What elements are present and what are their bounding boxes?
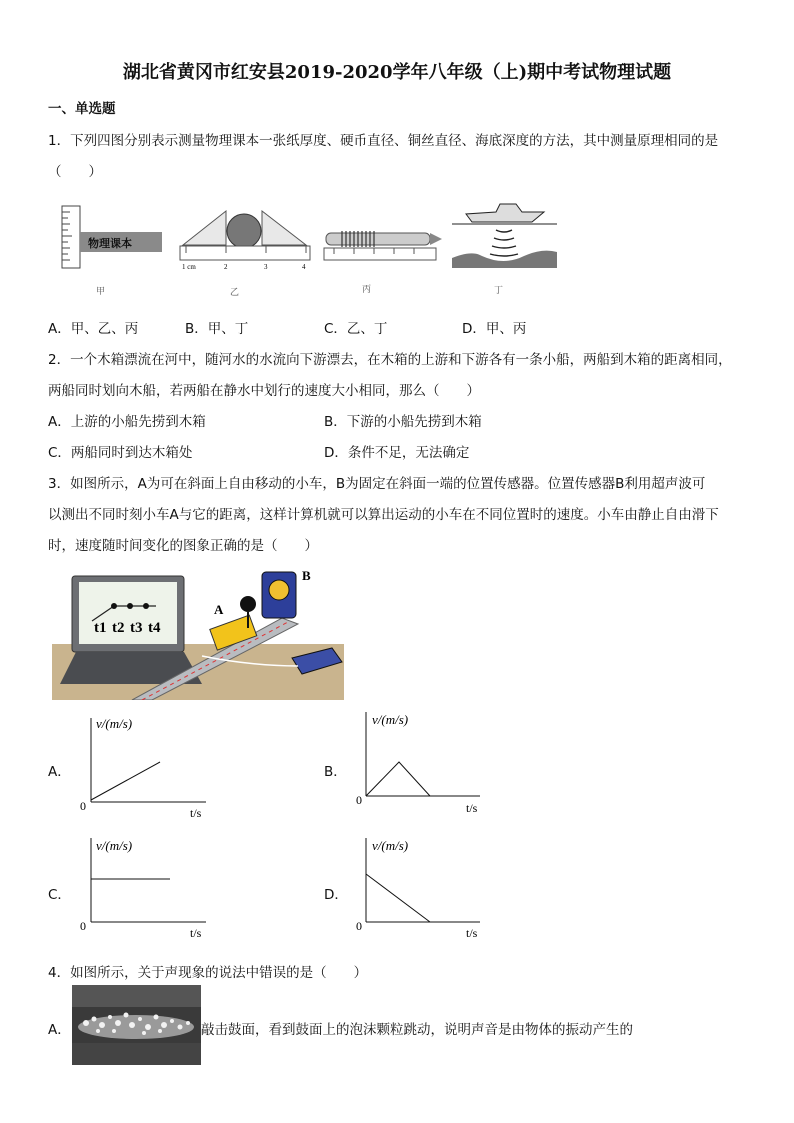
- q3-option-b-label[interactable]: B．: [324, 764, 347, 780]
- graph-b-ylabel: v/(m/s): [372, 712, 409, 727]
- q1-option-a[interactable]: A．甲、乙、丙: [48, 321, 139, 337]
- screen-tick-3: t3: [130, 620, 143, 636]
- q3-option-a-label[interactable]: A．: [48, 764, 71, 780]
- figure-label-jia: 甲: [96, 287, 106, 297]
- q1-figure-bing: [322, 215, 444, 270]
- book-label: 物理课本: [88, 238, 132, 250]
- q3-graph-b[interactable]: [352, 708, 492, 816]
- graph-c-ylabel: v/(m/s): [96, 838, 133, 853]
- ruler-mark-4: 4: [302, 263, 306, 271]
- q4-text: 4．如图所示，关于声现象的说法中错误的是（ ）: [48, 965, 368, 981]
- screen-tick-4: t4: [148, 620, 161, 636]
- q1-text-line1: 1．下列四图分别表示测量物理课本一张纸厚度、硬币直径、铜丝直径、海底深度的方法，其中测量原理相同的是: [48, 133, 719, 149]
- q2-option-a[interactable]: A．上游的小船先捞到木箱: [48, 414, 206, 430]
- q3-apparatus-figure: [52, 566, 344, 700]
- graph-a-origin: 0: [80, 799, 86, 813]
- graph-c-origin: 0: [80, 919, 86, 933]
- q1-figure-ding: [452, 200, 557, 272]
- q2-text-line1: 2．一个木箱漂流在河中，随河水的水流向下游漂去，在木箱的上游和下游各有一条小船，两船到木箱的距离相同，: [48, 352, 732, 368]
- q4-option-a-label[interactable]: A．: [48, 1022, 71, 1038]
- section-heading: 一、单选题: [48, 101, 116, 117]
- q3-text-line2: 以测出不同时刻小车A与它的距离，这样计算机就可以算出运动的小车在不同位置时的速度。小车由静止自由滑下: [48, 507, 719, 523]
- ruler-mark-2: 2: [224, 263, 228, 271]
- q1-figure-jia: [58, 200, 168, 275]
- q3-graph-a[interactable]: [76, 712, 216, 820]
- q2-option-d[interactable]: D．条件不足，无法确定: [324, 445, 470, 461]
- graph-b-xlabel: t/s: [466, 801, 478, 815]
- q4-option-a-text[interactable]: 敲击鼓面，看到鼓面上的泡沫颗粒跳动，说明声音是由物体的振动产生的: [201, 1022, 633, 1038]
- q3-option-c-label[interactable]: C．: [48, 887, 71, 903]
- graph-b-origin: 0: [356, 793, 362, 807]
- q1-option-c[interactable]: C．乙、丁: [324, 321, 388, 337]
- q2-option-c[interactable]: C．两船同时到达木箱处: [48, 445, 193, 461]
- q1-figure-yi: [178, 205, 313, 273]
- q3-graph-d[interactable]: [352, 834, 492, 942]
- ruler-mark-1: 1 cm: [182, 263, 196, 271]
- q4-drum-foam-image: [72, 985, 201, 1065]
- figure-label-yi: 乙: [230, 288, 240, 298]
- q2-option-b[interactable]: B．下游的小船先捞到木箱: [324, 414, 482, 430]
- graph-d-xlabel: t/s: [466, 926, 478, 940]
- graph-d-ylabel: v/(m/s): [372, 838, 409, 853]
- label-a: A: [214, 602, 224, 617]
- graph-d-origin: 0: [356, 919, 362, 933]
- graph-c-xlabel: t/s: [190, 926, 202, 940]
- q1-text-line2: （ ）: [48, 164, 102, 180]
- label-b: B: [302, 568, 311, 583]
- q1-option-d[interactable]: D．甲、丙: [462, 321, 527, 337]
- page-title: 湖北省黄冈市红安县2019-2020学年八年级（上)期中考试物理试题: [122, 62, 672, 83]
- graph-a-xlabel: t/s: [190, 806, 202, 820]
- screen-tick-1: t1: [94, 620, 107, 636]
- q3-graph-c[interactable]: [76, 834, 216, 942]
- graph-a-ylabel: v/(m/s): [96, 716, 133, 731]
- q3-text-line1: 3．如图所示，A为可在斜面上自由移动的小车，B为固定在斜面一端的位置传感器。位置传感器B利用超声波可: [48, 476, 706, 492]
- screen-tick-2: t2: [112, 620, 125, 636]
- q2-text-line2: 两船同时划向木船，若两船在静水中划行的速度大小相同，那么（ ）: [48, 383, 480, 399]
- figure-label-ding: 丁: [494, 286, 504, 296]
- figure-label-bing: 丙: [362, 285, 372, 295]
- q1-option-b[interactable]: B．甲、丁: [185, 321, 249, 337]
- q3-text-line3: 时，速度随时间变化的图象正确的是（ ）: [48, 538, 318, 554]
- ruler-mark-3: 3: [264, 263, 268, 271]
- q3-option-d-label[interactable]: D．: [324, 887, 348, 903]
